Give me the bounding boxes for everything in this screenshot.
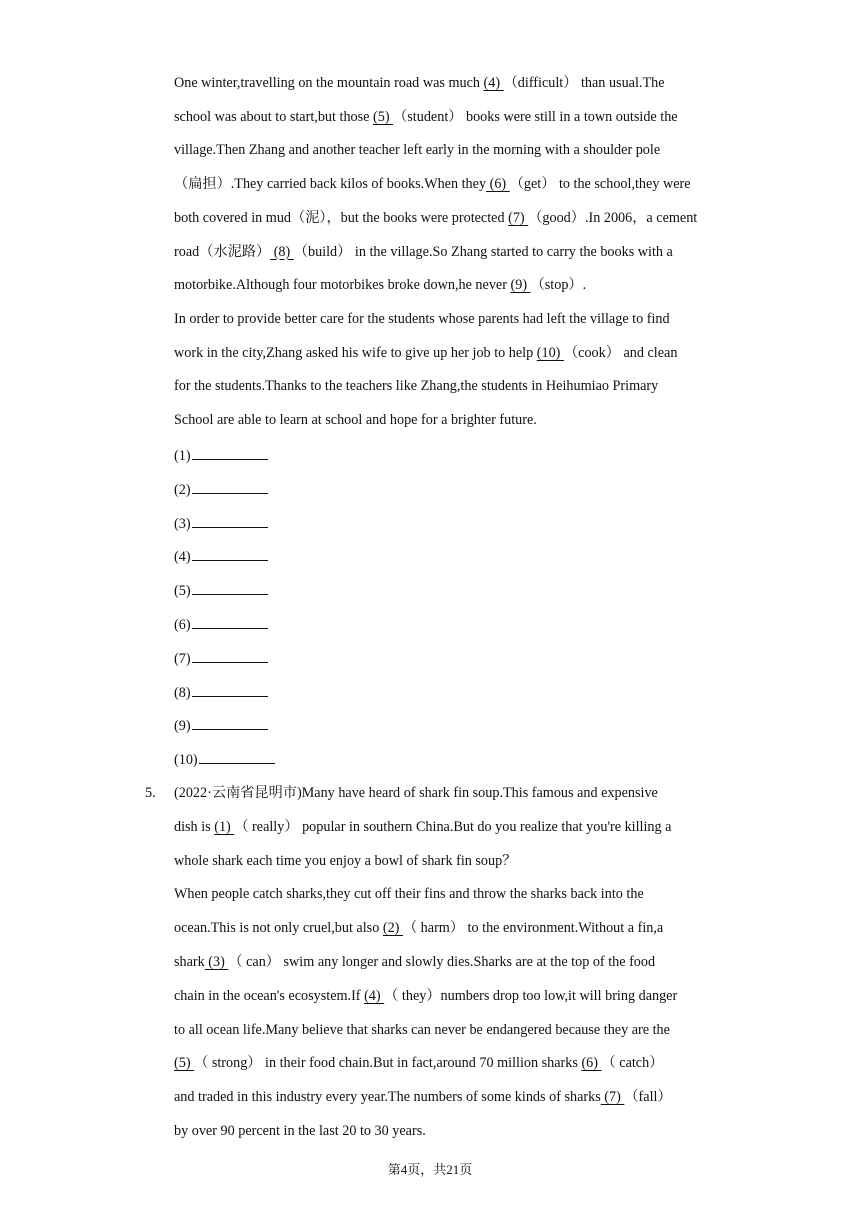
text-segment: One winter,travelling on the mountain road was much [174,75,484,91]
text-line [174,1087,672,1107]
text-line [174,343,677,363]
blank-number: (5) [373,108,394,125]
answer-label: (1) [174,448,191,464]
text-segment: village.Then Zhang and another teacher left early in the morning with a shoulder pole [174,142,661,159]
text-segment: In order to provide better care for the students whose parents had left the village to find [174,310,670,327]
text-line [174,986,677,1006]
answer-line[interactable] [192,445,268,460]
blank-number: (7) [600,1089,625,1106]
text-line [174,275,586,295]
answer-label: (6) [174,617,191,633]
answer-line[interactable] [192,715,268,730]
text-segment: for the students.Thanks to the teachers like Zhang,the students in Heihumiao Primary [174,378,659,395]
text-segment: （get） to the school,they were [509,176,691,193]
answer-line[interactable] [192,479,268,494]
text-segment: When people catch sharks,they cut off their fins and throw the sharks back into the [174,886,644,903]
answer-line[interactable] [192,682,268,697]
text-line [174,783,658,803]
text-segment: motorbike.Although four motorbikes broke down,he never [174,277,511,294]
text-segment: （ harm） to the environment.Without a fin,a [402,920,664,937]
text-segment: （student） books were still in a town outside the [393,108,678,125]
blank-number: (7) [508,209,529,226]
text-line [174,918,663,938]
answer-line[interactable] [199,749,275,764]
text-line [174,817,671,837]
text-segment: （ strong） in their food chain.But in fact,around 70 million sharks [194,1055,582,1072]
text-segment: chain in the ocean's ecosystem.If [174,987,365,1004]
text-segment: by over 90 percent in the last 20 to 30 years. [174,1123,426,1139]
text-line [174,73,665,93]
blank-number: (4) [364,987,385,1004]
text-segment: （fall） [624,1089,672,1106]
text-line [174,309,670,329]
blank-number: (3) [204,954,229,970]
text-segment: dish is [174,818,215,835]
blank-number: (1) [214,818,235,835]
answer-line[interactable] [192,546,268,561]
blank-number: (8) [270,243,294,260]
answer-blank[interactable] [174,614,268,635]
text-segment: road（水泥路） [174,243,271,260]
answer-label: (8) [174,684,191,701]
answer-line[interactable] [192,580,268,595]
blank-number: (5) [174,1055,195,1072]
text-line [174,1020,670,1040]
answer-blank[interactable] [174,648,268,669]
text-segment: ocean.This is not only cruel,but also [174,920,383,937]
text-segment: （ catch） [601,1055,664,1072]
text-line [174,208,697,228]
answer-label: (4) [174,549,191,566]
text-line [174,410,537,430]
answer-label: (2) [174,481,191,498]
answer-blank[interactable] [174,479,268,500]
blank-number: (6) [486,176,510,193]
text-segment: shark [174,954,205,970]
text-segment: （ can） swim any longer and slowly dies.Sharks are at the top of the food [228,954,656,970]
text-line [174,107,678,127]
text-segment: school was about to start,but those [174,108,373,125]
text-segment: （difficult） than usual.The [503,75,665,91]
answer-blank[interactable] [174,513,268,534]
text-segment: work in the city,Zhang asked his wife to give up her job to help [174,344,537,361]
page-footer: 第4页，共21页 [387,1162,473,1177]
text-segment: （good）.In 2006，a cement [528,209,698,226]
blank-number: (9) [510,277,531,294]
text-segment: and traded in this industry every year.The numbers of some kinds of sharks [174,1089,601,1106]
text-line [174,174,691,194]
answer-blank[interactable] [174,580,268,601]
text-segment: （ they）numbers drop too low,it will bring danger [384,987,678,1004]
answer-line[interactable] [192,614,268,629]
text-segment: (2022·云南省昆明市)Many have heard of shark fin soup.This famous and expensive [174,785,658,801]
text-line [174,1053,663,1073]
text-line [174,140,660,160]
text-line [174,1121,426,1141]
text-segment: School are able to learn at school and hope for a brighter future. [174,412,537,428]
answer-blank[interactable] [174,682,268,703]
answer-line[interactable] [192,513,268,528]
text-line [174,884,644,904]
text-line [174,952,655,972]
answer-line[interactable] [192,648,268,663]
answer-label: (3) [174,515,191,532]
text-segment: （stop）. [530,277,587,294]
answer-label: (10) [174,752,198,769]
text-segment: whole shark each time you enjoy a bowl of shark fin soup？ [174,852,517,869]
answer-label: (7) [174,650,191,667]
answer-blank[interactable] [174,546,268,567]
question-number: 5. [145,785,156,801]
text-segment: to all ocean life.Many believe that sharks can never be endangered because they are the [174,1021,670,1038]
text-segment: （cook） and clean [563,344,678,361]
text-line [174,376,658,396]
answer-blank[interactable] [174,715,268,736]
text-line [174,851,516,871]
blank-number: (2) [382,920,403,937]
answer-label: (5) [174,583,191,600]
text-line [174,242,673,262]
answer-label: (9) [174,718,191,735]
text-segment: （build） in the village.So Zhang started to carry the books with a [293,243,673,260]
blank-number: (10) [536,344,564,361]
text-segment: both covered in mud（泥），but the books were protected [174,209,509,226]
blank-number: (6) [581,1055,602,1072]
answer-blank[interactable] [174,445,268,466]
text-segment: （ really） popular in southern China.But do you realize that you're killing a [234,818,672,835]
blank-number: (4) [483,75,504,91]
text-segment: （扁担）.They carried back kilos of books.When they [174,176,487,193]
answer-blank[interactable] [174,749,275,770]
